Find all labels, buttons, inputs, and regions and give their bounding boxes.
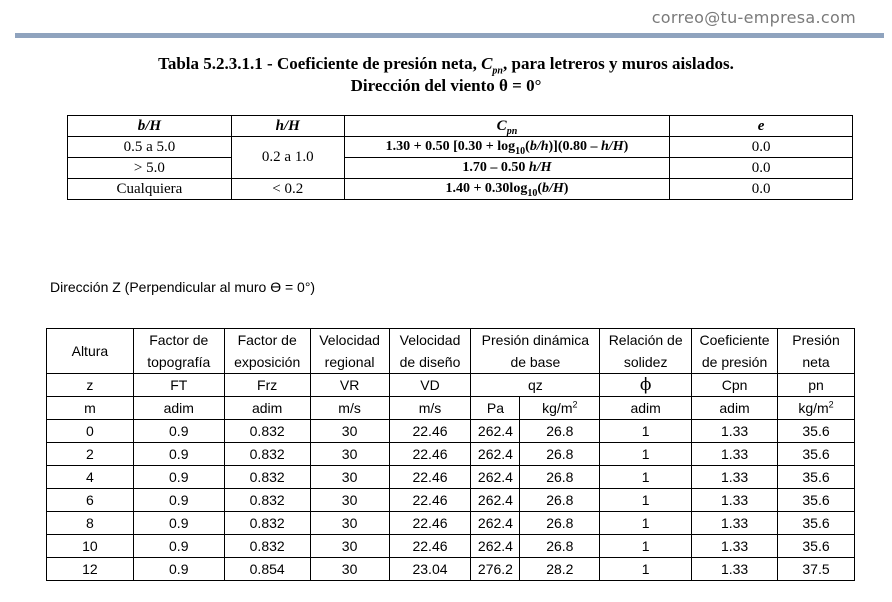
table-row [47,489,855,512]
cell-cpn: 1.33 [692,443,778,466]
coef-row [68,158,853,179]
cell-frz: 0.854 [224,558,310,581]
symbol-ft: FT [133,374,224,397]
cell-ft: 0.9 [133,420,224,443]
unit-frz: adim [224,397,310,420]
header-e: e [670,116,853,137]
cell-kg: 26.8 [520,535,600,558]
cell-e: 0.0 [670,137,853,158]
cell-e: 0.0 [670,179,853,200]
header-hH: h/H [231,116,344,137]
cell-pa: 262.4 [471,420,520,443]
table-row [47,512,855,535]
cell-pn: 35.6 [778,512,855,535]
cell-cpn: 1.33 [692,535,778,558]
cell-pn: 35.6 [778,466,855,489]
unit-pn: $kg/m^2$ [778,397,855,420]
cell-z: 2 [47,443,134,466]
cell-pn: 37.5 [778,558,855,581]
header-cpn: Coeficiente de presión [692,329,778,374]
header-vr: Velocidad regional [310,329,389,374]
cell-vr: 30 [310,443,389,466]
direction-label: Dirección Z (Perpendicular al muro ϴ = 0°) [50,279,316,295]
table-row [47,466,855,489]
cell-bH: 0.5 a 5.0 [68,137,232,158]
cell-phi: 1 [600,420,692,443]
cell-phi: 1 [600,466,692,489]
cell-pa: 262.4 [471,535,520,558]
header-qz: Presión dinámica de base [471,329,600,374]
cell-z: 12 [47,558,134,581]
cell-hH: < 0.2 [231,179,344,200]
unit-cpn: adim [692,397,778,420]
cell-phi: 1 [600,558,692,581]
coef-header-row [68,116,853,137]
cell-kg: 26.8 [520,489,600,512]
cell-vd: 23.04 [389,558,471,581]
header-vd: Velocidad de diseño [389,329,471,374]
symbol-vr: VR [310,374,389,397]
cell-phi: 1 [600,443,692,466]
coef-row [68,137,853,158]
cell-kg: 28.2 [520,558,600,581]
cell-vd: 22.46 [389,443,471,466]
cell-kg: 26.8 [520,512,600,535]
cell-pn: 35.6 [778,489,855,512]
cell-hH-merged: 0.2 a 1.0 [231,137,344,179]
symbol-pn: pn [778,374,855,397]
table-row [47,535,855,558]
header-email: correo@tu-empresa.com [651,8,856,27]
units-row [47,397,855,420]
symbol-cpn: Cpn [692,374,778,397]
table-title: Tabla 5.2.3.1.1 - Coeficiente de presión neta, $C_{pn}$, para letreros y muros aislados. [158,54,734,77]
cell-cpn-formula: $1.40 + 0.30\log_{10}(b/H)$ [344,179,670,200]
cell-pn: 35.6 [778,535,855,558]
header-row [47,329,855,374]
cell-z: 4 [47,466,134,489]
cell-pn: 35.6 [778,420,855,443]
cell-ft: 0.9 [133,466,224,489]
cell-cpn-formula: 1.70 – 0.50 h/H [344,158,670,179]
symbol-vd: VD [389,374,471,397]
cell-z: 0 [47,420,134,443]
cell-vd: 22.46 [389,489,471,512]
pressure-table [46,328,855,581]
cell-vd: 22.46 [389,512,471,535]
cell-pa: 262.4 [471,466,520,489]
cell-phi: 1 [600,489,692,512]
header-pn: Presión neta [778,329,855,374]
cell-vd: 22.46 [389,466,471,489]
symbol-qz: qz [471,374,600,397]
table-row [47,443,855,466]
wind-direction-title: Dirección del viento θ = 0° [350,76,542,95]
symbol-phi: ϕ [600,374,692,397]
unit-vd: m/s [389,397,471,420]
cell-vr: 30 [310,558,389,581]
cell-vr: 30 [310,535,389,558]
cell-ft: 0.9 [133,512,224,535]
cell-pa: 276.2 [471,558,520,581]
cell-frz: 0.832 [224,466,310,489]
coef-row [68,179,853,200]
cell-vr: 30 [310,512,389,535]
cell-frz: 0.832 [224,420,310,443]
cell-phi: 1 [600,512,692,535]
unit-vr: m/s [310,397,389,420]
cell-vd: 22.46 [389,420,471,443]
cell-vr: 30 [310,466,389,489]
cell-frz: 0.832 [224,489,310,512]
cell-ft: 0.9 [133,558,224,581]
header-rule [15,33,884,38]
cell-phi: 1 [600,535,692,558]
table-row [47,420,855,443]
symbol-z: z [47,374,134,397]
header-phi: Relación de solidez [600,329,692,374]
cell-cpn: 1.33 [692,512,778,535]
header-cpn: $C_{pn}$ [344,116,670,137]
cell-ft: 0.9 [133,535,224,558]
cell-kg: 26.8 [520,420,600,443]
cell-z: 8 [47,512,134,535]
cell-cpn-formula: 1.30 + 0.50 $[0.30 + \log_{10}(b/h)](0.80 - h/H)$ [344,137,670,158]
unit-ft: adim [133,397,224,420]
cell-cpn: 1.33 [692,466,778,489]
cell-vd: 22.46 [389,535,471,558]
cell-ft: 0.9 [133,443,224,466]
cell-vr: 30 [310,420,389,443]
unit-qz-pa: Pa [471,397,520,420]
cell-e: 0.0 [670,158,853,179]
cell-z: 10 [47,535,134,558]
cell-frz: 0.832 [224,535,310,558]
header-frz: Factor de exposición [224,329,310,374]
cell-z: 6 [47,489,134,512]
cell-cpn: 1.33 [692,489,778,512]
cell-pn: 35.6 [778,443,855,466]
cell-vr: 30 [310,489,389,512]
cell-pa: 262.4 [471,489,520,512]
coefficient-table [67,115,853,200]
cell-pa: 262.4 [471,512,520,535]
cell-frz: 0.832 [224,443,310,466]
header-ft: Factor de topografía [133,329,224,374]
cell-bH: Cualquiera [68,179,232,200]
cell-bH: > 5.0 [68,158,232,179]
cell-pa: 262.4 [471,443,520,466]
header-bH: b/H [68,116,232,137]
table-row [47,558,855,581]
cell-cpn: 1.33 [692,558,778,581]
cell-frz: 0.832 [224,512,310,535]
unit-z: m [47,397,134,420]
header-altura: Altura [47,329,134,374]
cell-ft: 0.9 [133,489,224,512]
cell-cpn: 1.33 [692,420,778,443]
unit-qz-kg: $kg/m^2$ [520,397,600,420]
symbol-row [47,374,855,397]
cell-kg: 26.8 [520,443,600,466]
symbol-frz: Frz [224,374,310,397]
cell-kg: 26.8 [520,466,600,489]
unit-phi: adim [600,397,692,420]
